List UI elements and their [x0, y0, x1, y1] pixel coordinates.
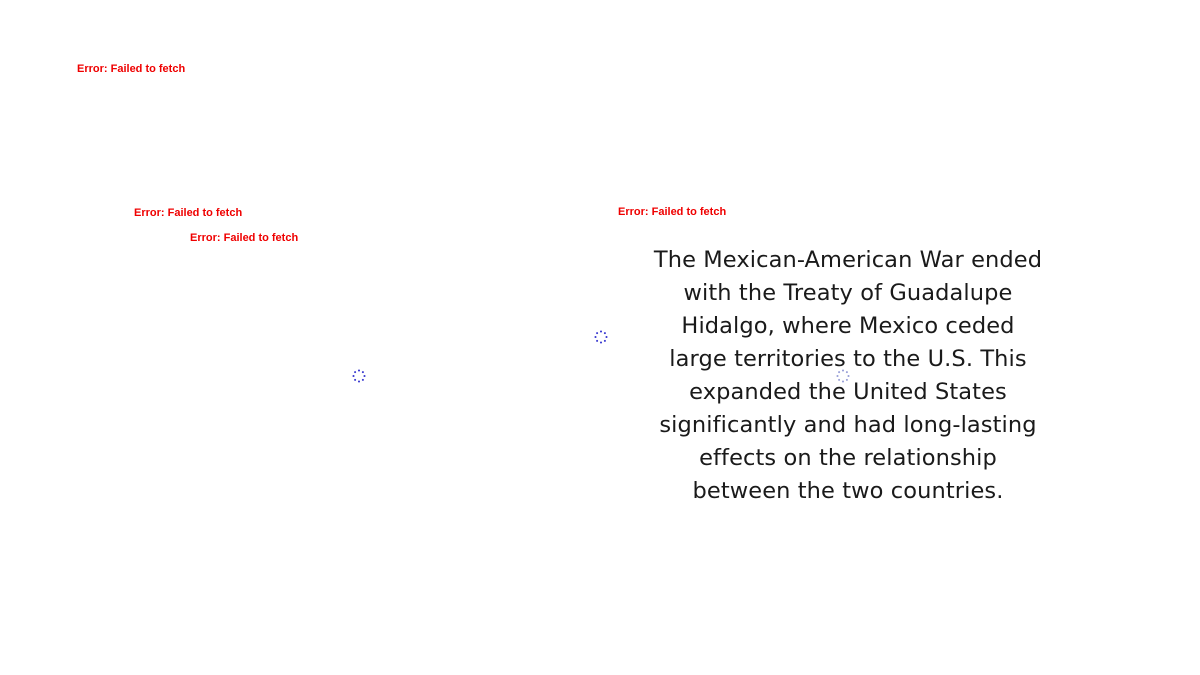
error-message: Error: Failed to fetch [190, 232, 299, 244]
error-message: Error: Failed to fetch [134, 207, 243, 219]
error-message: Error: Failed to fetch [77, 63, 186, 75]
answer-text: The Mexican-American War ended with the Treaty of Guadalupe Hidalgo, where Mexico ceded large territories to the U.S. This expanded the United States significantly and had long-lasting effects on the relationship between the two countries. [653, 247, 1043, 504]
loading-spinner-icon [352, 369, 366, 383]
error-message: Error: Failed to fetch [618, 206, 727, 218]
loading-spinner-icon [594, 330, 608, 344]
